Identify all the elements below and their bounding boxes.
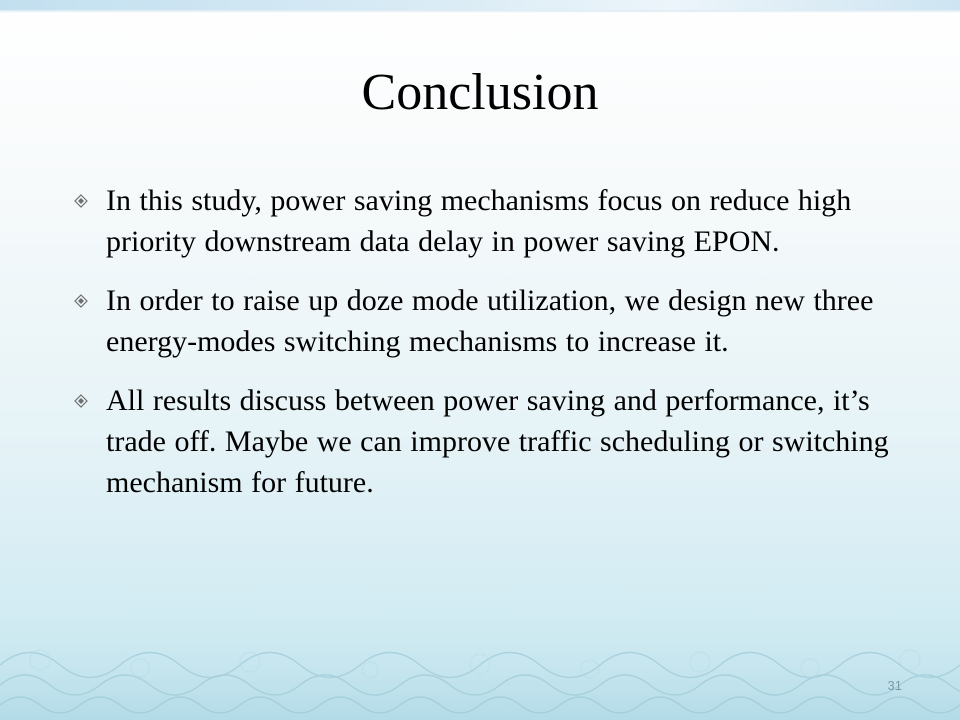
- bullet-text: In order to raise up doze mode utilization, we design new three energy-modes switching mechanisms to increase it.: [106, 284, 874, 358]
- diamond-bullet-icon: [74, 194, 88, 208]
- bullet-item: [72, 380, 912, 503]
- top-decorative-band: [0, 0, 960, 10]
- diamond-bullet-icon: [74, 394, 88, 408]
- bullet-item: [72, 180, 912, 262]
- wave-pattern-decoration: [0, 590, 960, 720]
- diamond-bullet-icon: [74, 294, 88, 308]
- slide-title: Conclusion: [361, 64, 599, 121]
- page-number: 31: [887, 678, 902, 693]
- bullet-item: [72, 280, 912, 362]
- bullet-text: All results discuss between power saving and performance, it’s trade off. Maybe we can improve traffic scheduling or switching mechanism for future.: [106, 384, 889, 499]
- bullet-text: In this study, power saving mechanisms focus on reduce high priority downstream data delay in power saving EPON.: [106, 184, 852, 258]
- bullet-list: [72, 180, 912, 521]
